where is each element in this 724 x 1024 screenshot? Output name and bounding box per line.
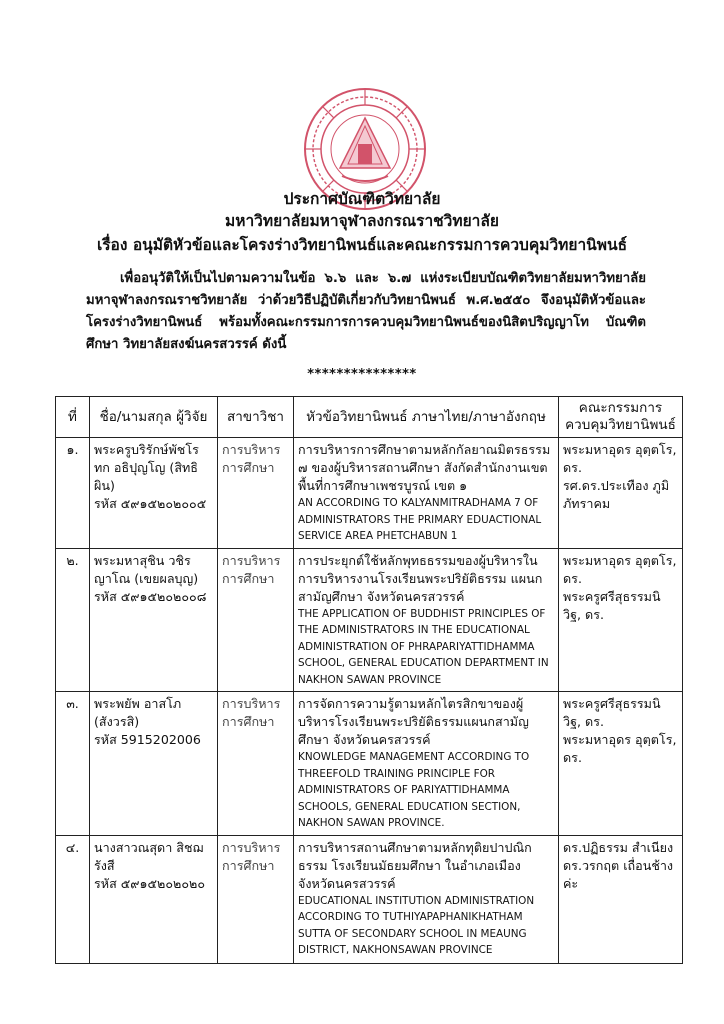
major-cell xyxy=(218,438,294,549)
researcher-name: พระมหาสุชิน วชิรญาโณ (เขยผลบุญ) xyxy=(94,552,199,586)
announcement-subject: เรื่อง อนุมัติหัวข้อและโครงร่างวิทยานิพนธ์และคณะกรรมการควบคุมวิทยานิพนธ์ xyxy=(96,236,628,254)
major-cell xyxy=(218,835,294,963)
major-line: การศึกษา xyxy=(222,460,275,475)
header-title: หัวข้อวิทยานิพนธ์ ภาษาไทย/ภาษาอังกฤษ xyxy=(294,397,559,438)
committee-member: พระครูศรีสุธรรมนิวิฐ, ดร. xyxy=(563,696,661,729)
researcher-cell xyxy=(90,835,218,963)
title-english: THE APPLICATION OF BUDDHIST PRINCIPLES OF THE ADMINISTRATORS IN THE EDUCATIONAL ADMINISTRATION OF PHRAPARIYATTIDHAMMA SCHOOL, GENERAL EDUCATION DEPARTMENT IN NAKHON SAWAN PROVINCE xyxy=(298,607,549,686)
major-cell xyxy=(218,548,294,692)
committee-cell xyxy=(559,548,683,692)
title-thai: การบริหารการศึกษาตามหลักกัลยาณมิตรธรรม ๗ ของผู้บริหารสถานศึกษา สังกัดสำนักงานเขตพื้นที่การศึกษาเพชรบูรณ์ เขต ๑ xyxy=(298,442,551,493)
row-number: ๑. xyxy=(56,438,90,549)
committee-member: ดร.วรกฤต เถื่อนช้างค่ะ xyxy=(563,857,674,891)
announcement-heading: ประกาศบัณฑิตวิทยาลัย xyxy=(283,190,441,208)
student-code: รหัส 5915202006 xyxy=(94,732,201,747)
major-line: การบริหาร xyxy=(222,442,281,457)
header-major: สาขาวิชา xyxy=(218,397,294,438)
title-thai: การประยุกต์ใช้หลักพุทธธรรมของผู้บริหารในการบริหารงานโรงเรียนพระปริยัติธรรม แผนกสามัญศึกษา จังหวัดนครสวรรค์ xyxy=(298,552,543,604)
title-cell xyxy=(294,438,559,549)
title-english: EDUCATIONAL INSTITUTION ADMINISTRATION ACCORDING TO TUTHIYAPAPHANIKHATHAM SUTTA OF SECONDARY SCHOOL IN MEAUNG DISTRICT, NAKHONSAWAN PROVINCE xyxy=(298,894,535,956)
title-english: AN ACCORDING TO KALYANMITRADHAMA 7 OF ADMINISTRATORS THE PRIMARY EDUACTIONAL SERVICE AREA PHETCHABUN 1 xyxy=(298,497,542,542)
separator: *************** xyxy=(307,367,417,382)
title-cell xyxy=(294,692,559,836)
major-line: การศึกษา xyxy=(222,857,275,873)
researcher-name: พระครูบริรักษ์พัชโรทก อธิปุญโญ (สิทธิผิน) xyxy=(94,442,199,493)
researcher-cell xyxy=(90,692,218,836)
committee-cell xyxy=(559,692,683,836)
committee-member: พระมหาอุดร อุตฺตโร, ดร. xyxy=(563,442,677,475)
committee-member: พระมหาอุดร อุตฺตโร, ดร. xyxy=(563,552,677,586)
student-code: รหัส ๕๙๑๕๒๐๒๐๒๐ xyxy=(94,875,206,891)
header-name: ชื่อ/นามสกุล ผู้วิจัย xyxy=(90,397,218,438)
table-row xyxy=(56,692,683,836)
major-cell xyxy=(218,692,294,836)
major-line: การศึกษา xyxy=(222,570,275,586)
committee-member: พระมหาอุดร อุตฺตโร, ดร. xyxy=(563,732,677,765)
committee-member: รศ.ดร.ประเทือง ภูมิภัทราคม xyxy=(563,478,670,511)
row-number: ๓. xyxy=(56,692,90,836)
table-row xyxy=(56,835,683,963)
student-code: รหัส ๕๙๑๕๒๐๒๐๐๘ xyxy=(94,588,207,604)
announcement-paragraph xyxy=(86,268,646,356)
header-no: ที่ xyxy=(56,397,90,438)
committee-member: พระครูศรีสุธรรมนิวิฐ, ดร. xyxy=(563,588,661,622)
title-cell xyxy=(294,835,559,963)
researcher-cell xyxy=(90,548,218,692)
committee-cell xyxy=(559,835,683,963)
table-row xyxy=(56,548,683,692)
major-line: การบริหาร xyxy=(222,839,281,855)
major-line: การบริหาร xyxy=(222,552,281,568)
title-thai: การจัดการความรู้ตามหลักไตรสิกขาของผู้บริหารโรงเรียนพระปริยัติธรรมแผนกสามัญศึกษา จังหวัดนครสวรรค์ xyxy=(298,696,529,747)
committee-cell xyxy=(559,438,683,549)
header-committee: คณะกรรมการควบคุมวิทยานิพนธ์ xyxy=(559,397,683,438)
university-name: มหาวิทยาลัยมหาจุฬาลงกรณราชวิทยาลัย xyxy=(225,212,499,230)
row-number: ๒. xyxy=(56,548,90,692)
table-header-row xyxy=(56,397,683,438)
title-thai: การบริหารสถานศึกษาตามหลักทุติยปาปณิกธรรม โรงเรียนมัธยมศึกษา ในอำเภอเมือง จังหวัดนครสวรรค์ xyxy=(298,839,532,891)
title-english: KNOWLEDGE MANAGEMENT ACCORDING TO THREEFOLD TRAINING PRINCIPLE FOR ADMINISTRATORS OF PARIYATTIDHAMMA SCHOOLS, GENERAL EDUCATION SECTION, NAKHON SAWAN PROVINCE. xyxy=(298,751,530,829)
committee-member: ดร.ปฏิธรรม สำเนียง xyxy=(563,839,674,855)
researcher-name: นางสาวณสุดา สิชฌรังสี xyxy=(94,839,204,873)
major-line: การบริหาร xyxy=(222,696,281,711)
row-number: ๔. xyxy=(56,835,90,963)
title-cell xyxy=(294,548,559,692)
thesis-table xyxy=(55,396,683,964)
researcher-name: พระพยัพ อาสโภ (สังวรสิ) xyxy=(94,696,182,729)
student-code: รหัส ๕๙๑๕๒๐๒๐๐๕ xyxy=(94,496,207,511)
researcher-cell xyxy=(90,438,218,549)
major-line: การศึกษา xyxy=(222,714,275,729)
table-row xyxy=(56,438,683,549)
paragraph-text: เพื่ออนุวัติให้เป็นไปตามความในข้อ ๖.๖ และ ๖.๗ แห่งระเบียบบัณฑิตวิทยาลัยมหาวิทยาลัยมหาจุฬาลงกรณราชวิทยาลัย ว่าด้วยวิธีปฏิบัติเกี่ยวกับวิทยานิพนธ์ พ.ศ.๒๕๕๐ จึงอนุมัติหัวข้อและโครงร่างวิทยานิพนธ์ พร้อมทั้งคณะกรรมการการควบคุมวิทยานิพนธ์ของนิสิตปริญญาโท บัณฑิตศึกษา วิทยาลัยสงฆ์นครสวรรค์ ดังนี้ xyxy=(86,271,646,352)
